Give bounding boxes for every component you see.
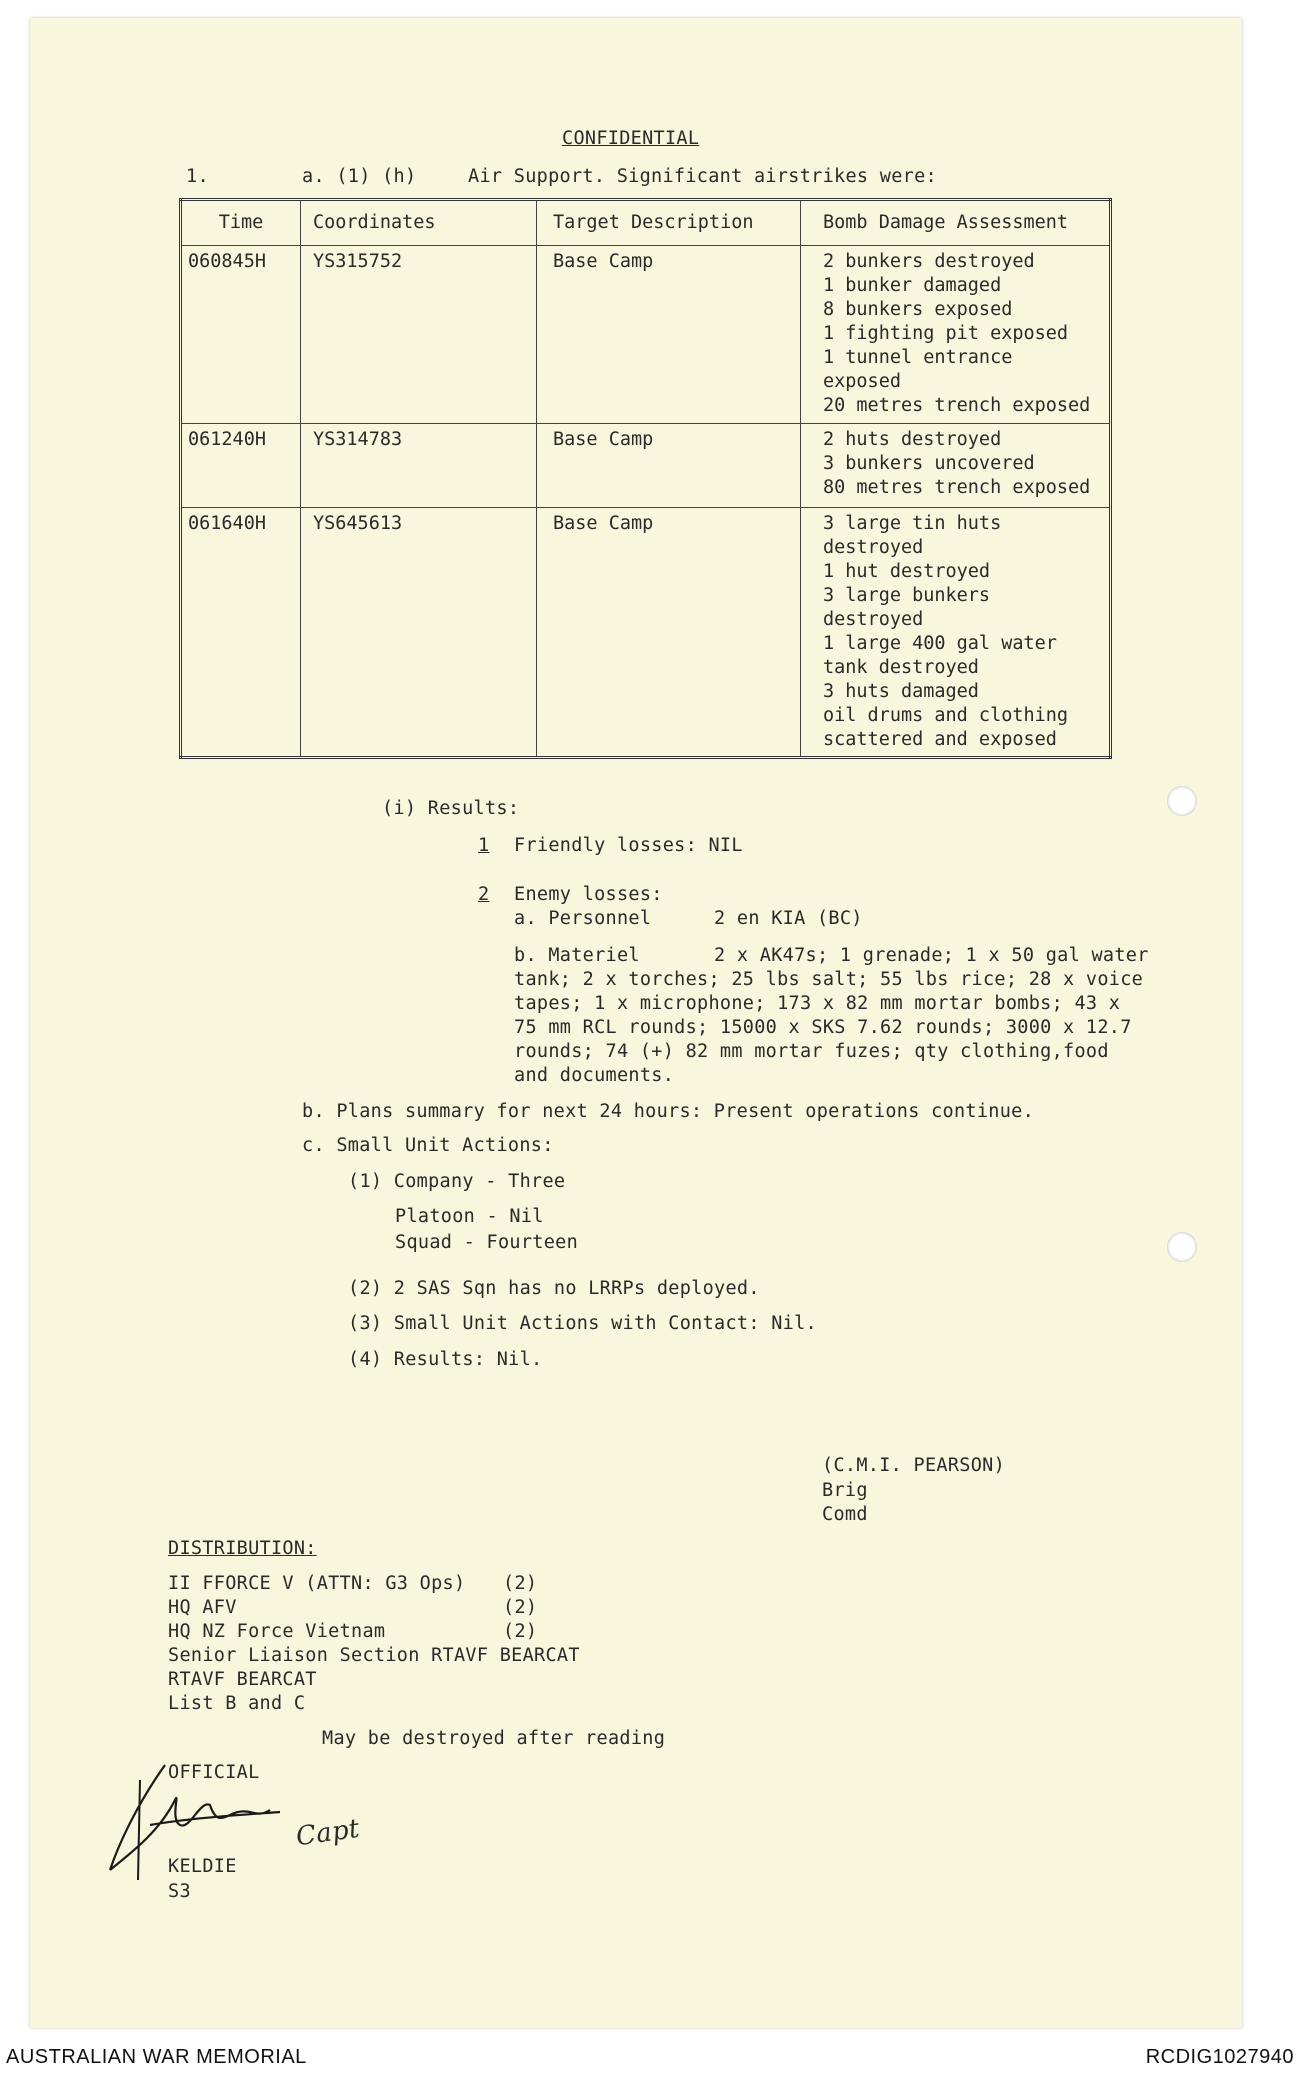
archive-source: AUSTRALIAN WAR MEMORIAL [6, 2046, 307, 2068]
coordinates-cell: YS314783 [301, 424, 537, 508]
plans-summary: b. Plans summary for next 24 hours: Present operations continue. [302, 1101, 1035, 1122]
destroy-note: May be destroyed after reading [322, 1728, 666, 1749]
small-unit-heading: c. Small Unit Actions: [302, 1135, 554, 1156]
bda-line: scattered and exposed [823, 729, 1057, 750]
bda-line: oil drums and clothing [823, 705, 1069, 726]
bda-line: 20 metres trench exposed [823, 395, 1091, 416]
paragraph-number: 1. [186, 166, 209, 187]
column-header-target: Target Description [537, 200, 801, 246]
platoon-line: Platoon - Nil [395, 1206, 544, 1227]
column-header-time: Time [181, 200, 301, 246]
paragraph-text: Air Support. Significant airstrikes were: [468, 166, 937, 187]
bda-line: 80 metres trench exposed [823, 477, 1091, 498]
bda-cell [801, 246, 1111, 424]
enemy-num: 2 [478, 884, 490, 905]
bda-line: 1 hut destroyed [823, 561, 991, 582]
table-row [181, 508, 1111, 758]
bda-line: 1 tunnel entrance [823, 347, 1013, 368]
distribution-line: List B and C [168, 1693, 306, 1714]
personnel-value: 2 en KIA (BC) [714, 908, 863, 929]
punch-hole [1167, 1232, 1197, 1262]
coordinates-cell: YS315752 [301, 246, 537, 424]
official-label: OFFICIAL [168, 1762, 260, 1783]
friendly-losses: Friendly losses: NIL [514, 835, 743, 856]
distribution-line: HQ NZ Force Vietnam [168, 1621, 386, 1642]
target-cell: Base Camp [537, 508, 801, 758]
distribution-qty: (2) [503, 1573, 538, 1594]
signatory-name: (C.M.I. PEARSON) [822, 1455, 1006, 1476]
bda-line: 1 fighting pit exposed [823, 323, 1069, 344]
distribution-heading: DISTRIBUTION: [168, 1538, 317, 1559]
bda-line: exposed [823, 371, 901, 392]
sas-line: (2) 2 SAS Sqn has no LRRPs deployed. [348, 1278, 760, 1299]
paragraph-ref: a. (1) (h) [302, 166, 417, 187]
signatory-rank: Brig [822, 1480, 868, 1501]
time-cell: 061640H [181, 508, 301, 758]
materiel-line: rounds; 74 (+) 82 mm mortar fuzes; qty clothing,food [514, 1041, 1109, 1062]
table-row [181, 424, 1111, 508]
materiel-label: b. Materiel [514, 945, 640, 966]
bda-line: destroyed [823, 609, 924, 630]
distribution-line: II FFORCE V (ATTN: G3 Ops) [168, 1573, 466, 1594]
contact-line: (3) Small Unit Actions with Contact: Nil. [348, 1313, 817, 1334]
bda-cell [801, 424, 1111, 508]
materiel-line: and documents. [514, 1065, 675, 1086]
table-header-row [181, 200, 1111, 246]
bda-cell [801, 508, 1111, 758]
time-cell: 061240H [181, 424, 301, 508]
official-position: S3 [168, 1881, 191, 1902]
friendly-num: 1 [478, 835, 490, 856]
classification-header: CONFIDENTIAL [562, 128, 700, 149]
bda-line: 3 large bunkers [823, 585, 991, 606]
target-cell: Base Camp [537, 424, 801, 508]
airstrikes-table [179, 198, 1112, 759]
distribution-line: RTAVF BEARCAT [168, 1669, 317, 1690]
column-header-coordinates: Coordinates [301, 200, 537, 246]
signatory-role: Comd [822, 1504, 868, 1525]
bda-line: tank destroyed [823, 657, 979, 678]
coordinates-cell: YS645613 [301, 508, 537, 758]
results-label: (i) Results: [382, 798, 520, 819]
squad-line: Squad - Fourteen [395, 1232, 579, 1253]
results-nil-line: (4) Results: Nil. [348, 1349, 543, 1370]
materiel-line: 75 mm RCL rounds; 15000 x SKS 7.62 rounds; 3000 x 12.7 [514, 1017, 1132, 1038]
punch-hole [1167, 786, 1197, 816]
bda-line: 2 huts destroyed [823, 429, 1002, 450]
distribution-qty: (2) [503, 1621, 538, 1642]
handwritten-rank: Capt [294, 1813, 362, 1853]
bda-line: 8 bunkers exposed [823, 299, 1013, 320]
official-name: KELDIE [168, 1856, 237, 1877]
bda-line: 2 bunkers destroyed [823, 251, 1035, 272]
table-row [181, 246, 1111, 424]
company-line: (1) Company - Three [348, 1171, 566, 1192]
bda-line: 1 bunker damaged [823, 275, 1002, 296]
materiel-line: tank; 2 x torches; 25 lbs salt; 55 lbs rice; 28 x voice [514, 969, 1144, 990]
bda-line: 1 large 400 gal water [823, 633, 1057, 654]
archive-id: RCDIG1027940 [1145, 2046, 1294, 2068]
materiel-line: 2 x AK47s; 1 grenade; 1 x 50 gal water [714, 945, 1149, 966]
distribution-qty: (2) [503, 1597, 538, 1618]
time-cell: 060845H [181, 246, 301, 424]
target-cell: Base Camp [537, 246, 801, 424]
enemy-losses: Enemy losses: [514, 884, 663, 905]
personnel-label: a. Personnel [514, 908, 652, 929]
distribution-line: Senior Liaison Section RTAVF BEARCAT [168, 1645, 580, 1666]
materiel-line: tapes; 1 x microphone; 173 x 82 mm mortar bombs; 43 x [514, 993, 1121, 1014]
bda-line: 3 large tin huts [823, 513, 1002, 534]
bda-line: 3 bunkers uncovered [823, 453, 1035, 474]
column-header-bda: Bomb Damage Assessment [801, 200, 1111, 246]
bda-line: 3 huts damaged [823, 681, 979, 702]
bda-line: destroyed [823, 537, 924, 558]
distribution-line: HQ AFV [168, 1597, 237, 1618]
